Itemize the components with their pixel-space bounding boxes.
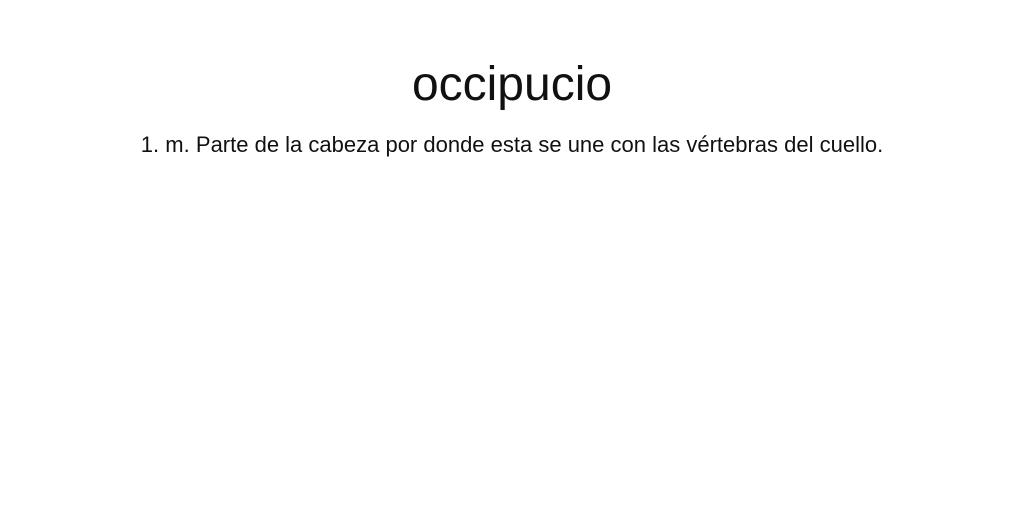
sense-number: 1. (140, 132, 160, 157)
grammar-category: m. (165, 132, 190, 157)
definition-text: Parte de la cabeza por donde esta se une con las vértebras del cuello. (195, 132, 884, 157)
headword: occipucio (411, 58, 613, 111)
definition-sense-1 (0, 131, 1024, 159)
